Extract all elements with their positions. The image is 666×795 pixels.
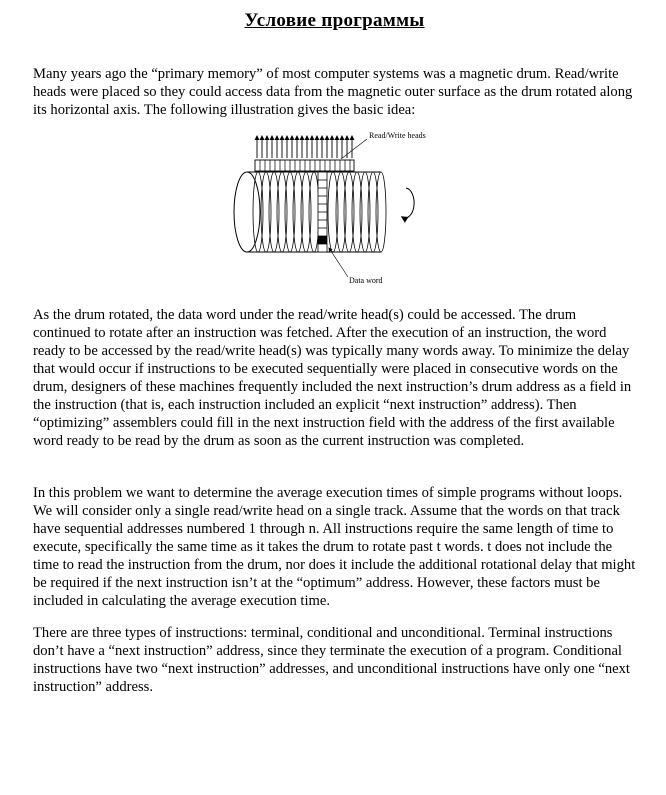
paragraph-drum-rotation: As the drum rotated, the data word under the read/write head(s) could be accessed. The drum continued to rotate after an instruction was fetched. After the execution of an instruction, the word ready to be accessed by the read/write head(s) was typically many words away. To minimize the delay that would occur if instructions to be executed sequentially were placed in consecutive words on the drum, designers of these machines frequently included the next instruction’s drum address as a field in the instruction (that is, each instruction included an explicit “next instruction” address). Then “optimizing” assemblers could fill in the next instruction field with the address of the first available word ready to be read by the drum as soon as the current instruction was completed. — [33, 307, 632, 449]
rotation-arrow-icon — [402, 188, 414, 218]
paragraph-instruction-types: There are three types of instructions: terminal, conditional and unconditional. Terminal instructions don’t have a “next instruction” address, since they terminate the execution of a program. Conditional instructions have two “next instruction” addresses, and unconditional instructions have only one “next instruction” address. — [33, 625, 630, 695]
data-word-label: Data word — [349, 276, 383, 285]
heads-label: Read/Write heads — [369, 131, 426, 140]
data-word-band — [318, 172, 327, 252]
drum-illustration-svg — [230, 125, 480, 292]
head-arrows — [257, 136, 352, 158]
heads-leader-line — [341, 139, 367, 159]
heads-strip — [255, 160, 354, 171]
page-title — [33, 9, 636, 33]
data-word-cell — [318, 236, 327, 244]
paragraph-intro: Many years ago the “primary memory” of most computer systems was a magnetic drum. Read/write heads were placed so they could access data from the magnetic outer surface as the drum rotated along its horizontal axis. The following illustration gives the basic idea: — [33, 66, 633, 118]
page-title-text: Условие программы — [244, 10, 425, 31]
paragraph-problem-statement: In this problem we want to determine the average execution times of simple programs without loops. We will consider only a single read/write head on a single track. Assume that the words on that track have sequential addresses numbered 1 through n. All instructions require the same length of time to execute, specifically the same time as it takes the drum to rotate past t words. t does not include the time to read the instruction from the drum, nor does it include the additional rotational delay that might be required if the next instruction isn’t at the “optimum” address. However, these factors must be included in calculating the average execution time. — [33, 485, 636, 609]
drum-cylinder — [234, 172, 386, 252]
drum-illustration — [230, 125, 480, 292]
